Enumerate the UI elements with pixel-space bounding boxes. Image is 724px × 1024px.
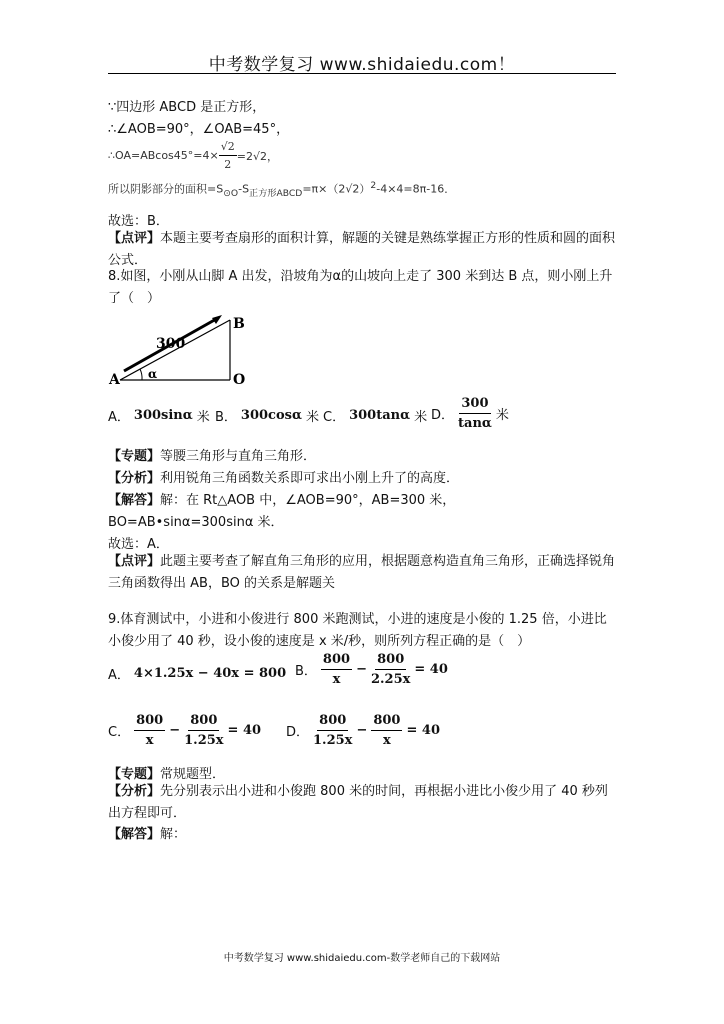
- q8-option-b-expr: 300cosα: [240, 408, 302, 423]
- q9-option-b-den1: x: [332, 672, 341, 687]
- q9-option-c-num2: 800: [188, 713, 219, 731]
- q9-option-a-expr: 4×1.25x − 40x = 800: [133, 666, 287, 681]
- sol7-line4d: -4×4=8π-16．: [376, 182, 456, 196]
- q9-option-a-label: A．: [108, 668, 130, 683]
- label-angle: α: [148, 367, 158, 381]
- q8-analysis-text: 利用锐角三角函数关系即可求出小刚上升了的高度．: [160, 471, 460, 486]
- q9-option-b-frac2: [371, 652, 410, 687]
- q9-analysis-tag: 【分析】: [108, 784, 161, 799]
- q8-comment: [108, 551, 616, 595]
- q9-option-d-den1: 1.25x: [313, 733, 353, 748]
- sol7-line4-sup: 2: [370, 180, 377, 191]
- q9-option-c[interactable]: [108, 713, 261, 748]
- sol7-line4a: 所以阴影部分的面积=S: [108, 182, 224, 196]
- header-divider: [108, 73, 616, 74]
- q8-answer: 故选：A．: [108, 537, 169, 552]
- sol7-comment-text: 本题主要考查扇形的面积计算，解题的关键是熟练掌握正方形的性质和圆的面积公式．: [108, 231, 616, 268]
- q9-analysis: [108, 781, 616, 825]
- q9-option-b-rhs: = 40: [414, 662, 448, 677]
- q8-topic-text: 等腰三角形与直角三角形．: [160, 449, 317, 464]
- label-o: O: [233, 372, 246, 388]
- q9-solve-tag: 【解答】: [108, 827, 161, 842]
- q8-option-d-num: 300: [459, 396, 490, 414]
- sol7-line4-sub2: 正方形ABCD: [249, 187, 303, 199]
- q9-option-d[interactable]: [286, 713, 440, 748]
- q8-option-b[interactable]: [215, 406, 319, 425]
- q9-option-b-frac1: [321, 652, 352, 687]
- q8-analysis: [108, 467, 459, 486]
- q9-topic: [108, 763, 225, 782]
- q9-option-b-den2: 2.25x: [370, 672, 411, 687]
- q8-option-d-label: D．: [431, 408, 455, 423]
- q9-option-d-frac2: [371, 713, 402, 748]
- q9-option-d-frac1: [313, 713, 352, 748]
- label-length: 300: [156, 336, 186, 352]
- q8-option-c[interactable]: [323, 406, 427, 425]
- q8-solve-tag: 【解答】: [108, 493, 161, 508]
- q9-option-a[interactable]: [108, 664, 286, 683]
- q9-stem: 9.体育测试中，小进和小俊进行 800 米跑测试，小进的速度是小俊的 1.25 倍，小进比小俊少用了 40 秒，设小俊的速度是 x 米/秒，则所列方程正确的是（ ）: [108, 612, 607, 649]
- q8-topic-tag: 【专题】: [108, 449, 161, 464]
- q9-option-b-minus: −: [356, 662, 367, 677]
- q9-option-b-label: B．: [295, 664, 317, 679]
- q9-option-c-frac1: [134, 713, 165, 748]
- q9-option-c-minus: −: [169, 723, 181, 738]
- q9-option-b-num2: 800: [375, 652, 406, 670]
- q9-solve-text: 解：: [160, 827, 187, 842]
- walk-arrowhead: [212, 315, 222, 324]
- q8-solve: [108, 489, 455, 508]
- q9-solve: [108, 823, 186, 842]
- q9-option-d-label: D．: [286, 725, 310, 740]
- q9-option-b[interactable]: [295, 652, 448, 687]
- q9-analysis-text: 先分别表示出小进和小俊跑 800 米的时间，再根据小进比小俊少用了 40 秒列出方程即可．: [108, 784, 608, 821]
- sol7-line4: [108, 180, 455, 199]
- q9-topic-tag: 【专题】: [108, 767, 161, 782]
- q8-option-b-unit: 米: [305, 410, 319, 425]
- q8-option-d-den: tanα: [458, 416, 492, 431]
- q8-option-b-label: B．: [215, 410, 237, 425]
- q9-option-c-den1: x: [145, 733, 154, 748]
- q8-option-d-unit: 米: [495, 408, 509, 423]
- q8-topic: [108, 445, 316, 464]
- q9-option-d-minus: −: [356, 723, 368, 738]
- sol7-fraction: [219, 140, 237, 171]
- q8-option-a[interactable]: [108, 406, 210, 425]
- angle-arc: [140, 369, 142, 380]
- sol7-answer: 故选：B．: [108, 214, 169, 229]
- sol7-line4b: -S: [238, 182, 250, 196]
- q9-option-c-num1: 800: [134, 713, 165, 731]
- q9-option-b-num1: 800: [321, 652, 352, 670]
- sol7-line3a: ∴OA=ABcos45°=4×: [108, 149, 219, 162]
- sol7-comment-tag: 【点评】: [108, 231, 161, 246]
- q8-option-c-label: C．: [323, 410, 346, 425]
- q8-comment-tag: 【点评】: [108, 554, 161, 569]
- sol7-line4-sub1: ⊙O: [223, 187, 239, 199]
- q8-analysis-tag: 【分析】: [108, 471, 161, 486]
- q8-option-d-fraction: [458, 396, 492, 431]
- sol7-line3: [108, 140, 278, 171]
- sol7-frac-num: √2: [219, 140, 237, 156]
- q8-slope-figure: [108, 310, 254, 388]
- q9-option-d-rhs: = 40: [406, 723, 440, 738]
- q9-option-c-label: C．: [108, 725, 131, 740]
- q9-topic-text: 常规题型．: [160, 767, 226, 782]
- page-header: 中考数学复习 www.shidaiedu.com！: [208, 55, 516, 75]
- sol7-line1: ∵四边形 ABCD 是正方形，: [108, 100, 266, 115]
- q9-option-d-num1: 800: [317, 713, 348, 731]
- q8-option-a-label: A．: [108, 410, 130, 425]
- q8-solve-line1: 解：在 Rt△AOB 中，∠AOB=90°，AB=300 米，: [160, 493, 456, 508]
- sol7-line4c: =π×（2√2）: [302, 182, 371, 196]
- sol7-line3b: =2√2，: [236, 149, 278, 163]
- q9-option-c-den2: 1.25x: [184, 733, 224, 748]
- q8-solve-line2: BO=AB•sinα=300sinα 米．: [108, 515, 284, 530]
- q8-option-c-expr: 300tanα: [349, 408, 411, 423]
- q8-option-a-unit: 米: [196, 410, 210, 425]
- label-a: A: [109, 372, 120, 388]
- sol7-frac-den: 2: [224, 158, 232, 171]
- q8-option-c-unit: 米: [414, 410, 428, 425]
- q9-option-c-rhs: = 40: [227, 723, 262, 738]
- label-b: B: [233, 316, 245, 332]
- sol7-line2: ∴∠AOB=90°，∠OAB=45°，: [108, 122, 290, 137]
- q8-comment-text: 此题主要考查了解直角三角形的应用，根据题意构造直角三角形，正确选择锐角三角函数得出 AB，BO 的关系是解题关: [108, 554, 616, 591]
- q8-option-a-expr: 300sinα: [133, 408, 193, 423]
- q9-option-d-den2: x: [383, 733, 391, 748]
- q8-stem: 8.如图，小刚从山脚 A 出发，沿坡角为α的山坡向上走了 300 米到达 B 点，则小刚上升了（ ）: [108, 269, 613, 306]
- q9-option-d-num2: 800: [371, 713, 402, 731]
- q9-option-c-frac2: [184, 713, 223, 748]
- q8-option-d[interactable]: [431, 396, 509, 431]
- page-footer: 中考数学复习 www.shidaiedu.com-数学老师自己的下载网站: [223, 953, 501, 964]
